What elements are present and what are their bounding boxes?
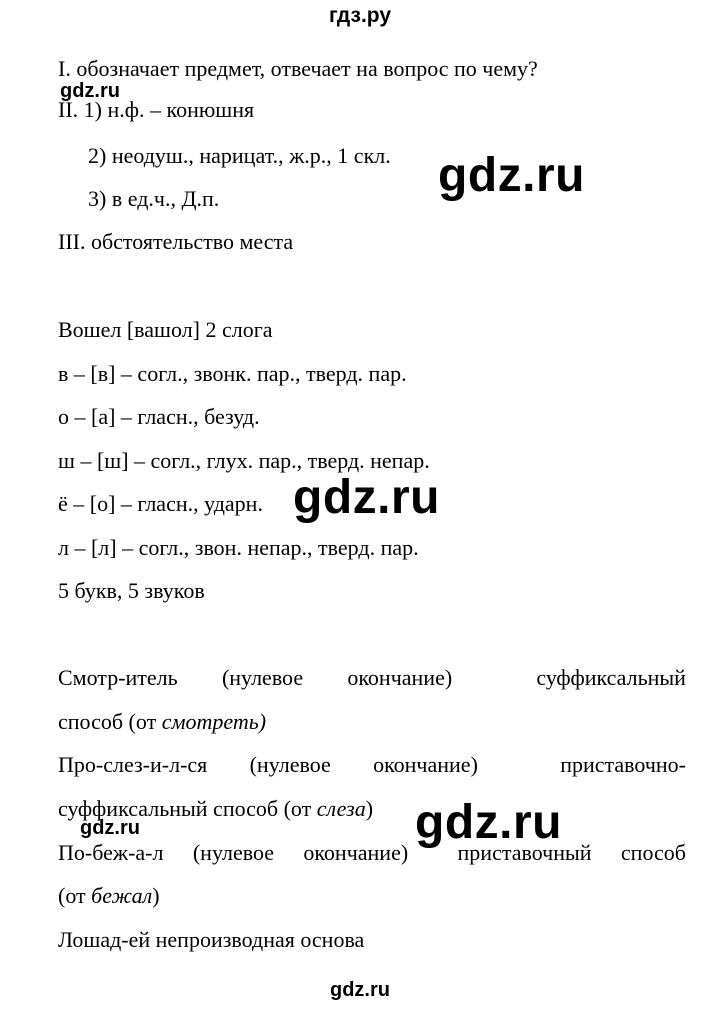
watermark-small: gdz.ru: [80, 817, 140, 839]
ending-note: окончание): [373, 752, 478, 777]
watermark-large: gdz.ru: [415, 796, 562, 849]
ending-note: окончание): [347, 665, 453, 690]
source-word: слеза: [316, 796, 366, 821]
formation-method: приставочно-: [560, 752, 686, 777]
ending-note: (нулевое: [249, 752, 331, 777]
composition-item-3: [58, 840, 686, 866]
phonetic-row: л – [л] – согл., звон. непар., тверд. пар.: [58, 535, 419, 560]
watermark-large: gdz.ru: [293, 471, 440, 524]
phonetic-row: в – [в] – согл., звонк. пар., тверд. пар.: [58, 361, 407, 386]
composition-item-1-cont: способ (от смотреть): [58, 709, 267, 734]
morph-line-1: I. обозначает предмет, отвечает на вопрос по чему?: [58, 56, 538, 81]
composition-item-1: [58, 665, 686, 691]
site-footer: gdz.ru: [330, 979, 390, 1001]
composition-item-4: Лошад-ей непроизводная основа: [58, 927, 365, 952]
phonetic-row: ш – [ш] – согл., глух. пар., тверд. непар.: [58, 448, 430, 473]
composition-item-3-cont: (от бежал): [58, 883, 160, 908]
watermark-large: gdz.ru: [438, 149, 585, 202]
word-parts: Про-слез-и-л-ся: [58, 752, 208, 777]
watermark-small: gdz.ru: [60, 80, 120, 102]
morph-line-4: 3) в ед.ч., Д.п.: [88, 186, 220, 211]
source-word: смотреть): [161, 709, 267, 734]
phonetic-summary: 5 букв, 5 звуков: [58, 578, 205, 603]
ending-note: (нулевое: [192, 840, 274, 865]
formation-method: способ: [620, 840, 686, 865]
phonetic-row: о – [а] – гласн., безуд.: [58, 404, 260, 429]
phonetic-word: Вошел [вашол] 2 слога: [58, 317, 273, 342]
site-header: гдз.ру: [328, 4, 392, 27]
phonetic-row: ё – [о] – гласн., ударн.: [58, 491, 263, 516]
composition-item-2: [58, 752, 686, 778]
source-word: бежал: [91, 883, 153, 908]
formation-method: суффиксальный: [536, 665, 686, 690]
morph-line-2: II. 1) н.ф. – конюшня: [58, 97, 255, 122]
ending-note: окончание): [303, 840, 409, 865]
morph-line-3: 2) неодуш., нарицат., ж.р., 1 скл.: [88, 143, 391, 168]
morph-line-5: III. обстоятельство места: [58, 229, 294, 254]
word-parts: Смотр-итель: [58, 665, 178, 690]
composition-item-2-cont: суффиксальный способ (от слеза): [58, 796, 374, 821]
formation-method: приставочный: [457, 840, 592, 865]
word-parts: По-беж-а-л: [58, 840, 164, 865]
ending-note: (нулевое: [221, 665, 304, 690]
